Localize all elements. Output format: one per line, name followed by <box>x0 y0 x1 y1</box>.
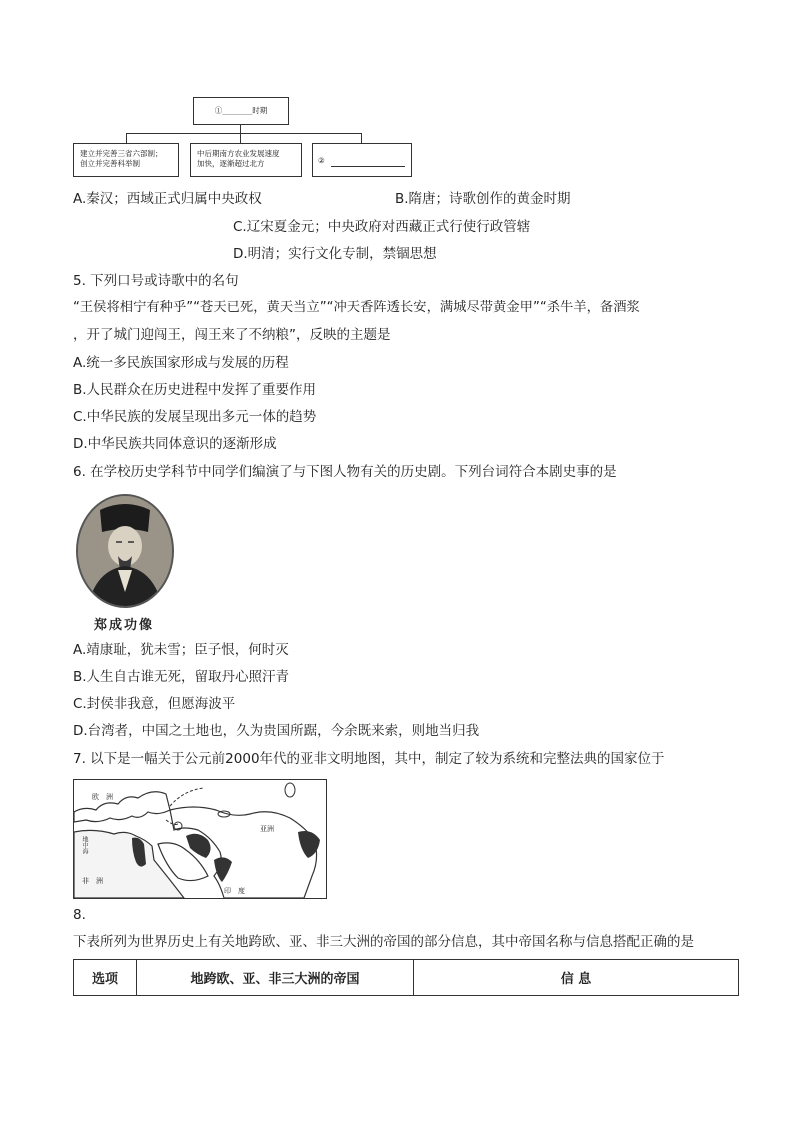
q7-stem: 7. 以下是一幅关于公元前2000年代的亚非文明地图，其中，制定了较为系统和完整法典的国家位于 <box>73 751 665 767</box>
map-label-sea: 地中海 <box>81 836 88 854</box>
diagram-box-middle-line1: 中后期南方农业发展速度 <box>197 149 280 158</box>
diagram-top-text: ①________时期 <box>214 106 268 115</box>
q4-option-a: A.秦汉；西域正式归属中央政权 <box>73 191 262 207</box>
q8-options-table <box>73 959 739 996</box>
diagram-blank-line <box>331 166 405 167</box>
diagram-right-drop <box>361 133 362 143</box>
diagram-mid-drop <box>240 133 241 143</box>
q8-number: 8. <box>73 907 86 923</box>
table-header-empire: 地跨欧、亚、非三大洲的帝国 <box>137 960 414 996</box>
diagram-branch-line <box>126 133 362 134</box>
diagram-left-drop <box>126 133 127 143</box>
q5-stem: 5. 下列口号或诗歌中的名句 <box>73 273 239 289</box>
diagram-box-right <box>312 143 412 177</box>
map-label-india: 印 度 <box>224 887 245 895</box>
map-label-europe: 欧 洲 <box>92 793 113 801</box>
table-header-option: 选项 <box>74 960 137 996</box>
diagram-box-middle-line2: 加快，逐渐超过北方 <box>197 159 265 168</box>
map-label-asia: 亚洲 <box>260 825 274 833</box>
diagram-box-middle <box>190 143 302 177</box>
q6-option-a: A.靖康耻，犹未雪；臣子恨，何时灭 <box>73 642 289 658</box>
q4-option-b: B.隋唐；诗歌创作的黄金时期 <box>395 191 571 207</box>
diagram-box-left-line1: 建立并完善三省六部制； <box>80 149 163 158</box>
q5-quote-line1: “王侯将相宁有种乎”“苍天已死，黄天当立”“冲天香阵透长安，满城尽带黄金甲”“杀牛羊，备酒浆 <box>73 300 640 315</box>
q5-option-d: D.中华民族共同体意识的逐渐形成 <box>73 436 277 452</box>
portrait-caption: 郑成功像 <box>94 618 155 633</box>
table-header-row <box>74 960 739 996</box>
q4-option-c: C.辽宋夏金元；中央政府对西藏正式行使行政管辖 <box>233 219 531 235</box>
diagram-box-left <box>73 143 179 177</box>
q4-option-d: D.明清；实行文化专制，禁锢思想 <box>233 246 437 262</box>
q5-option-c: C.中华民族的发展呈现出多元一体的趋势 <box>73 409 317 425</box>
q6-stem: 6. 在学校历史学科节中同学们编演了与下图人物有关的历史剧。下列台词符合本剧史事的是 <box>73 464 617 480</box>
portrait-figure-image <box>78 496 172 606</box>
q6-option-b: B.人生自古谁无死，留取丹心照汗青 <box>73 669 290 685</box>
afro-asian-civilization-map <box>73 779 327 899</box>
q6-option-d: D.台湾者，中国之土地也，久为贵国所踞，今余既来索，则地当归我 <box>73 723 480 739</box>
diagram-top-box <box>193 97 289 125</box>
q5-quote-line2: ，开了城门迎闯王，闯王来了不纳粮”，反映的主题是 <box>73 327 391 343</box>
zheng-chenggong-portrait <box>76 494 174 608</box>
diagram-box-left-line2: 创立并完善科举制 <box>80 159 140 168</box>
q6-option-c: C.封侯非我意，但愿海波平 <box>73 696 236 712</box>
table-header-info: 信 息 <box>414 960 739 996</box>
map-label-africa: 非 洲 <box>82 877 103 885</box>
q8-stem: 下表所列为世界历史上有关地跨欧、亚、非三大洲的帝国的部分信息，其中帝国名称与信息搭配正确的是 <box>73 934 694 950</box>
q5-option-a: A.统一多民族国家形成与发展的历程 <box>73 355 289 371</box>
diagram-box-right-label: ② <box>318 156 325 165</box>
q5-option-b: B.人民群众在历史进程中发挥了重要作用 <box>73 382 317 398</box>
